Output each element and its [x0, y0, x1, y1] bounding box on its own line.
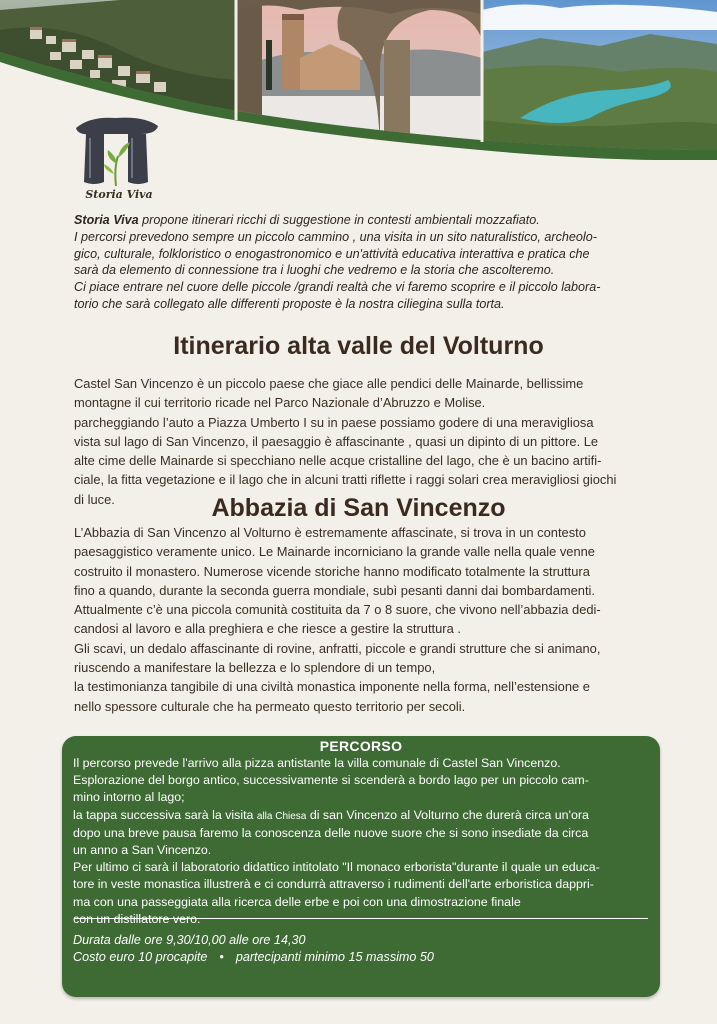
cost-text: Costo euro 10 procapite	[73, 950, 208, 964]
body-line: L’Abbazia di San Vincenzo al Volturno è estremamente affascinate, si trova in un contesto	[74, 525, 586, 540]
body-line: Castel San Vincenzo è un piccolo paese che giace alle pendici delle Mainarde, bellissime	[74, 376, 584, 391]
route-line: Per ultimo ci sarà il laboratorio didattico intitolato "Il monaco erborista"durante il quale un educa-	[73, 860, 600, 875]
intro-paragraph	[74, 212, 644, 313]
itinerary-title: Itinerario alta valle del Volturno	[173, 332, 544, 360]
route-line-part: la tappa successiva sarà la visita	[73, 807, 257, 822]
route-divider	[74, 918, 648, 919]
body-line: riuscendo a manifestare la bellezza e lo splendore di un tempo,	[74, 660, 436, 676]
route-info	[73, 932, 651, 966]
route-box	[62, 736, 660, 997]
route-description	[73, 755, 651, 928]
itinerary-text	[74, 374, 646, 509]
intro-line: Ci piace entrare nel cuore delle piccole /grandi realtà che vi faremo scoprire e il piccolo labora-	[74, 280, 601, 295]
route-line: Il percorso prevede l'arrivo alla pizza antistante la villa comunale di Castel San Vincenzo.	[73, 756, 561, 770]
body-line: montagne il cui territorio ricade nel Parco Nazionale d’Abruzzo e Molise.	[74, 395, 486, 411]
intro-line: propone itinerari ricchi di suggestione in contesti ambientali mozzafiato.	[138, 213, 540, 227]
participants-text: partecipanti minimo 15 massimo 50	[235, 950, 434, 964]
route-line-small: alla Chiesa	[256, 810, 307, 822]
route-line	[73, 807, 651, 825]
body-line: candosi al lavoro e alla preghiera e che riesce a gestire la struttura .	[74, 621, 461, 637]
route-line: con un distillatore vero.	[73, 911, 201, 926]
body-line: costruito il monastero. Numerose vicende storiche hanno modificato totalmente la struttura	[74, 563, 590, 579]
body-line: paesaggistico veramente unico. Le Mainarde incorniciano la grande valle nella quale venne	[74, 544, 595, 560]
route-line: ma con una passeggiata alla ricerca delle erbe e poi con una dimostrazione finale	[73, 894, 521, 909]
body-line: nello spessore culturale che ha permeato questo territorio per secoli.	[74, 698, 466, 714]
body-line: ciale, la fitta vegetazione e il lago che in alcuni tratti riflette i raggi solari crea meravigliosi giochi	[74, 472, 617, 488]
logo-wordmark: Storia Viva	[85, 188, 153, 201]
duration-text: Durata dalle ore 9,30/10,00 alle ore 14,30	[73, 933, 306, 947]
bullet-separator: •	[219, 950, 224, 964]
body-line: vista sul lago di San Vincenzo, il paesaggio è affascinante , quasi un dipinto di un pittore. Le	[74, 433, 599, 449]
abbey-text	[74, 523, 646, 716]
body-line: la testimonianza tangibile di una civiltà monastica imponente nella forma, nell’estensione e	[74, 679, 590, 695]
body-line: Attualmente c’è una piccola comunità costituita da 7 o 8 suore, che vivono nell’abbazia dedi-	[74, 602, 601, 618]
intro-brand: Storia Viva	[74, 213, 139, 227]
route-line-part: di san Vincenzo al Volturno che durerà circa un'ora	[306, 807, 589, 822]
route-line: un anno a San Vincenzo.	[73, 843, 212, 858]
body-line: di luce.	[74, 491, 115, 507]
route-line: dopo una breve pausa faremo la conoscenza delle nuove suore che si sono insediate da circa	[73, 825, 589, 840]
abbey-title: Abbazia di San Vincenzo	[211, 494, 506, 522]
intro-line: gico, culturale, folkloristico o enogastronomico e un'attività educativa interattiva e pratica che	[74, 246, 590, 261]
body-line: fino a quando, durante la seconda guerra mondiale, subì pesanti danni dai bombardamenti.	[74, 582, 595, 598]
intro-line: I percorsi prevedono sempre un piccolo cammino , una visita in un sito naturalistico, archeolo-	[74, 229, 597, 244]
route-line: mino intorno al lago;	[73, 790, 185, 805]
body-line: alte cime delle Mainarde si specchiano nelle acque cristalline del lago, che è un bacino artifi-	[74, 453, 602, 469]
route-line: tore in veste monastica illustrerà e ci condurrà attraverso i rudimenti dell'arte erboristica dappri-	[73, 877, 594, 892]
route-line: Esplorazione del borgo antico, successivamente si scenderà a bordo lago per un piccolo cam-	[73, 773, 589, 788]
intro-line: sarà da elemento di connessione tra i luoghi che vedremo e la storia che ascolteremo.	[74, 263, 555, 278]
body-line: Gli scavi, un dedalo affascinante di rovine, anfratti, piccole e grandi strutture che si animano,	[74, 640, 601, 656]
body-line: parcheggiando l’auto a Piazza Umberto I su in paese possiamo godere di una meravigliosa	[74, 414, 594, 430]
lake-photo	[482, 0, 717, 160]
cost-line	[73, 949, 651, 966]
route-title: PERCORSO	[319, 738, 403, 754]
intro-line: torio che sarà collegato alle differenti proposte è la nostra ciliegina sulla torta.	[74, 296, 505, 311]
